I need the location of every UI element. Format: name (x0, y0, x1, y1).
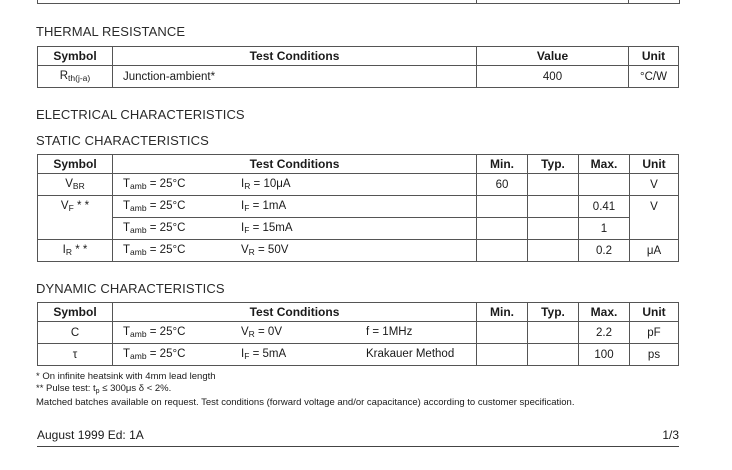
footnote-heatsink: * On infinite heatsink with 4mm lead length (36, 371, 216, 382)
col-unit: Unit (630, 155, 679, 174)
thermal-title: THERMAL RESISTANCE (36, 24, 186, 39)
table-row (38, 196, 679, 218)
symbol-cell: $V_{BR}$ (38, 174, 113, 196)
table-row (38, 344, 679, 366)
min-cell (477, 240, 528, 262)
col-unit: Unit (630, 303, 679, 322)
symbol-cell: τ (38, 344, 113, 366)
symbol-cell (38, 218, 113, 240)
footer-page: 1/3 (662, 428, 679, 442)
thermal-value: 400 (477, 66, 629, 88)
previous-table-bottom (37, 0, 680, 4)
dynamic-title: DYNAMIC CHARACTERISTICS (36, 281, 225, 296)
col-symbol: Symbol (38, 303, 113, 322)
col-min: Min. (477, 303, 528, 322)
col-max: Max. (579, 155, 630, 174)
col-min: Min. (477, 155, 528, 174)
static-title: STATIC CHARACTERISTICS (36, 133, 209, 148)
col-conditions: Test Conditions (113, 155, 477, 174)
typ-cell (528, 218, 579, 240)
typ-cell (528, 344, 579, 366)
footer-date: August 1999 Ed: 1A (37, 428, 144, 442)
conditions-cell: $T_{amb} = 25^\circ C$ $I_R = 10\mu A$ (113, 174, 477, 196)
symbol-cell: C (38, 322, 113, 344)
min-cell (477, 218, 528, 240)
max-cell: 0.41 (579, 196, 630, 218)
col-conditions: Test Conditions (113, 303, 477, 322)
thermal-condition: Junction-ambient* (113, 66, 477, 88)
footnotes (36, 371, 696, 409)
typ-cell (528, 322, 579, 344)
dynamic-table (37, 302, 679, 366)
col-unit: Unit (629, 47, 679, 66)
col-symbol: Symbol (38, 47, 113, 66)
unit-cell (630, 218, 679, 240)
footnote-pulse: ** Pulse test: $t_p \le 300\mu s$ δ < 2%. (36, 382, 172, 395)
conditions-cell: $T_{amb} = 25^\circ C$ $V_R = 0V$ f = 1MHz (113, 322, 477, 344)
conditions-cell: $T_{amb} = 25^\circ C$ $V_R = 50V$ (113, 240, 477, 262)
min-cell: 60 (477, 174, 528, 196)
col-max: Max. (579, 303, 630, 322)
max-cell: 0.2 (579, 240, 630, 262)
electrical-title: ELECTRICAL CHARACTERISTICS (36, 107, 245, 122)
thermal-unit: °C/W (629, 66, 679, 88)
conditions-cell: $T_{amb} = 25^\circ C$ $I_F = 1mA$ (113, 196, 477, 218)
unit-cell: pF (630, 322, 679, 344)
table-row (38, 218, 679, 240)
thermal-table (37, 46, 679, 88)
min-cell (477, 344, 528, 366)
thermal-symbol: $R_{th(j-a)}$ (38, 66, 113, 88)
unit-cell: ps (630, 344, 679, 366)
table-row (38, 322, 679, 344)
col-typ: Typ. (528, 303, 579, 322)
unit-cell: V (630, 174, 679, 196)
footer-rule (37, 446, 679, 447)
col-typ: Typ. (528, 155, 579, 174)
conditions-cell: $T_{amb} = 25^\circ C$ $I_F = 15mA$ (113, 218, 477, 240)
conditions-cell: $T_{amb} = 25^\circ C$ $I_F = 5mA$ Krakauer Method (113, 344, 477, 366)
min-cell (477, 196, 528, 218)
unit-cell: μA (630, 240, 679, 262)
table-row (38, 174, 679, 196)
typ-cell (528, 196, 579, 218)
symbol-cell: $V_F$ * * (38, 196, 113, 218)
static-table (37, 154, 679, 262)
col-conditions: Test Conditions (113, 47, 477, 66)
unit-cell: V (630, 196, 679, 218)
symbol-cell: $I_R$ * * (38, 240, 113, 262)
typ-cell (528, 240, 579, 262)
footnote-matched: Matched batches available on request. Test conditions (forward voltage and/or capacitance) according to customer specification. (36, 397, 575, 408)
max-cell (579, 174, 630, 196)
min-cell (477, 322, 528, 344)
max-cell: 2.2 (579, 322, 630, 344)
max-cell: 100 (579, 344, 630, 366)
col-symbol: Symbol (38, 155, 113, 174)
typ-cell (528, 174, 579, 196)
table-row (38, 240, 679, 262)
max-cell: 1 (579, 218, 630, 240)
col-value: Value (477, 47, 629, 66)
